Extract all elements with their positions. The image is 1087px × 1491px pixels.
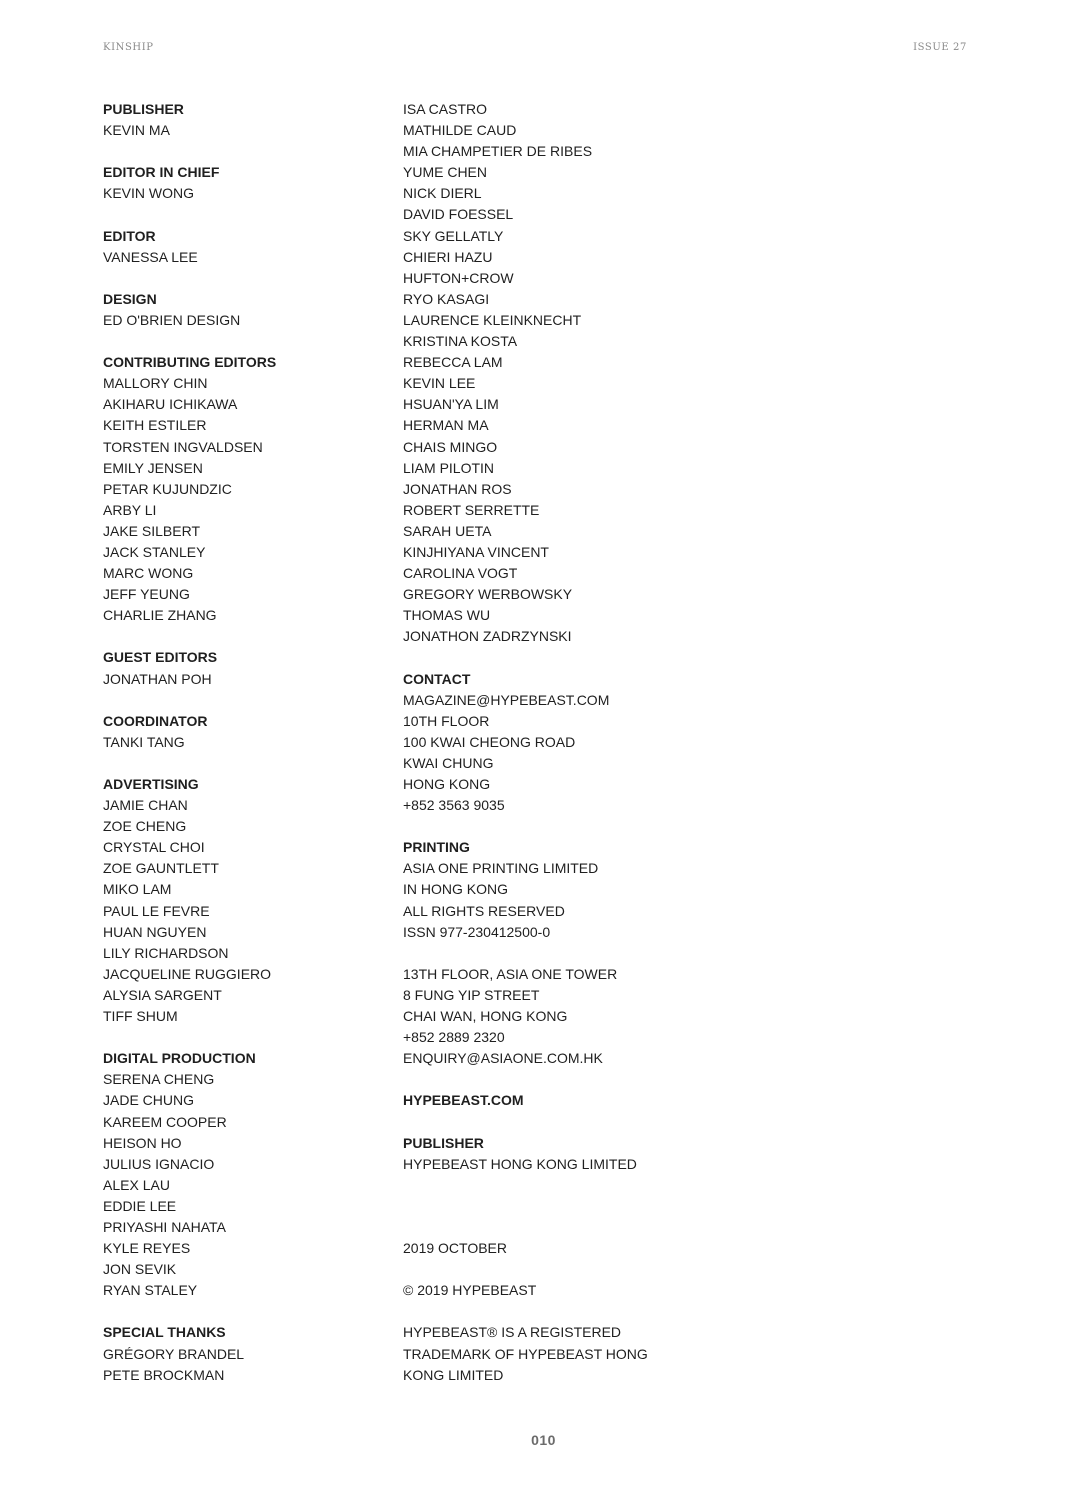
credit-name: PETAR KUJUNDZIC <box>103 480 232 497</box>
credit-name: NICK DIERL <box>403 185 482 202</box>
section-heading: GUEST EDITORS <box>103 649 218 666</box>
contact-line: MAGAZINE@HYPEBEAST.COM <box>403 691 610 708</box>
printing-line: ASIA ONE PRINTING LIMITED <box>403 860 599 877</box>
section-heading: EDITOR <box>103 227 156 244</box>
vertical-spacer <box>403 1217 733 1238</box>
website-heading: HYPEBEAST.COM <box>403 1092 524 1109</box>
vertical-spacer <box>403 1196 733 1217</box>
issue-date: 2019 OCTOBER <box>403 1240 508 1257</box>
contact-line: HONG KONG <box>403 776 491 792</box>
credit-name: YUME CHEN <box>403 164 488 181</box>
page-number: 010 <box>531 1432 556 1448</box>
publisher-section <box>403 1133 733 1175</box>
credit-section-editor <box>103 226 383 268</box>
section-heading: PUBLISHER <box>403 1134 484 1151</box>
credit-name: EMILY JENSEN <box>103 459 203 476</box>
credit-name: REBECCA LAM <box>403 354 503 371</box>
credit-name: TANKI TANG <box>103 733 185 750</box>
credit-name: LIAM PILOTIN <box>403 459 495 476</box>
credit-name: JON SEVIK <box>103 1261 177 1278</box>
section-heading: DIGITAL PRODUCTION <box>103 1050 256 1067</box>
credit-name: CHARLIE ZHANG <box>103 607 217 624</box>
contact-line: KWAI CHUNG <box>403 754 494 771</box>
website-section <box>403 1090 733 1111</box>
printer-address-line: 8 FUNG YIP STREET <box>403 986 540 1003</box>
credit-name: KYLE REYES <box>103 1240 191 1257</box>
printer-address-line: 13TH FLOOR, ASIA ONE TOWER <box>403 965 618 982</box>
credit-name: GREGORY WERBOWSKY <box>403 586 573 603</box>
printing-section <box>403 837 733 942</box>
credit-name: MARC WONG <box>103 565 194 582</box>
section-heading: PRINTING <box>403 839 470 856</box>
credit-name: HUAN NGUYEN <box>103 923 207 940</box>
credit-name: AKIHARU ICHIKAWA <box>103 396 238 413</box>
credit-name: MIKO LAM <box>103 881 172 898</box>
printing-line: ISSN 977-230412500-0 <box>403 923 551 940</box>
credit-section-digital-production <box>103 1048 383 1301</box>
publisher-line: HYPEBEAST HONG KONG LIMITED <box>403 1155 637 1172</box>
section-heading: CONTRIBUTING EDITORS <box>103 354 277 371</box>
trademark-line: TRADEMARK OF HYPEBEAST HONG <box>403 1345 648 1362</box>
credit-section-special-thanks <box>103 1322 383 1385</box>
credit-section-advertising <box>103 774 383 1027</box>
credit-name: ALYSIA SARGENT <box>103 986 222 1003</box>
credit-name: KAREEM COOPER <box>103 1113 227 1130</box>
credit-name: HUFTON+CROW <box>403 269 514 286</box>
credit-name: ZOE GAUNTLETT <box>103 860 219 877</box>
credit-name: HSUAN'YA LIM <box>403 396 499 413</box>
credit-section-editor-in-chief <box>103 162 383 204</box>
credit-name: KEITH ESTILER <box>103 417 207 434</box>
contact-line: +852 3563 9035 <box>403 797 505 814</box>
trademark-section <box>403 1322 733 1385</box>
credit-name: SARAH UETA <box>403 522 492 539</box>
credit-name: KEVIN MA <box>103 122 170 139</box>
printing-line: ALL RIGHTS RESERVED <box>403 902 565 919</box>
credit-section-publisher <box>103 99 383 141</box>
credit-name: EDDIE LEE <box>103 1197 177 1214</box>
credit-name: CHAIS MINGO <box>403 438 498 455</box>
credit-name: ALEX LAU <box>103 1176 170 1193</box>
credit-name: TORSTEN INGVALDSEN <box>103 438 263 455</box>
section-heading: COORDINATOR <box>103 712 208 729</box>
section-heading: CONTACT <box>403 670 471 687</box>
printer-address-line: CHAI WAN, HONG KONG <box>403 1008 568 1025</box>
credit-name: HEISON HO <box>103 1134 182 1151</box>
printing-line: IN HONG KONG <box>403 881 509 898</box>
credit-name: GRÉGORY BRANDEL <box>103 1345 245 1362</box>
credit-name: HERMAN MA <box>403 417 489 434</box>
credit-name: CHIERI HAZU <box>403 248 493 265</box>
masthead-left-column <box>103 99 383 1407</box>
credit-section-special-thanks-continued <box>403 99 733 647</box>
credit-name: MIA CHAMPETIER DE RIBES <box>403 143 593 160</box>
issue-date-section <box>403 1238 733 1259</box>
credit-name: ED O'BRIEN DESIGN <box>103 311 241 328</box>
credit-name: JACQUELINE RUGGIERO <box>103 965 272 982</box>
credit-section-contributing-editors <box>103 352 383 626</box>
printer-address-section <box>403 964 733 1069</box>
running-head-issue-number: ISSUE 27 <box>913 42 967 53</box>
credit-name: ZOE CHENG <box>103 818 187 835</box>
credit-name: JACK STANLEY <box>103 543 206 560</box>
credit-name: RYO KASAGI <box>403 290 490 307</box>
contact-section <box>403 669 733 817</box>
credit-name: PAUL LE FEVRE <box>103 902 210 919</box>
section-heading: EDITOR IN CHIEF <box>103 164 220 181</box>
section-heading: ADVERTISING <box>103 776 199 792</box>
printer-address-line: ENQUIRY@ASIAONE.COM.HK <box>403 1050 603 1067</box>
credit-name: JULIUS IGNACIO <box>103 1155 215 1172</box>
credit-name: CAROLINA VOGT <box>403 565 518 582</box>
printer-address-line: +852 2889 2320 <box>403 1029 505 1046</box>
credit-name: DAVID FOESSEL <box>403 206 514 223</box>
credit-name: TIFF SHUM <box>103 1008 178 1025</box>
credit-name: JAKE SILBERT <box>103 522 201 539</box>
credit-name: ROBERT SERRETTE <box>403 501 540 518</box>
section-heading: PUBLISHER <box>103 101 184 117</box>
credit-section-design <box>103 289 383 331</box>
running-head-magazine-title: KINSHIP <box>103 42 154 53</box>
credit-name: JONATHAN POH <box>103 670 212 687</box>
credit-name: MALLORY CHIN <box>103 375 208 392</box>
copyright-section <box>403 1280 733 1301</box>
credit-name: JADE CHUNG <box>103 1092 195 1109</box>
credit-name: ISA CASTRO <box>403 101 488 117</box>
credit-name: KEVIN LEE <box>403 375 476 392</box>
credit-name: JEFF YEUNG <box>103 586 190 603</box>
credit-name: KEVIN WONG <box>103 185 195 202</box>
copyright-notice: © 2019 HYPEBEAST <box>403 1282 537 1299</box>
credit-name: LAURENCE KLEINKNECHT <box>403 311 582 328</box>
credit-section-guest-editors <box>103 647 383 689</box>
credit-name: SKY GELLATLY <box>403 227 504 244</box>
credit-name: MATHILDE CAUD <box>403 122 517 139</box>
section-heading: SPECIAL THANKS <box>103 1324 226 1341</box>
credit-name: PRIYASHI NAHATA <box>103 1218 226 1235</box>
section-heading: DESIGN <box>103 290 157 307</box>
credit-name: ARBY LI <box>103 501 157 518</box>
contact-line: 100 KWAI CHEONG ROAD <box>403 733 576 750</box>
credit-name: CRYSTAL CHOI <box>103 839 205 856</box>
masthead-right-column <box>403 99 733 1407</box>
credit-name: JAMIE CHAN <box>103 797 188 814</box>
credit-section-coordinator <box>103 711 383 753</box>
credit-name: JONATHAN ROS <box>403 480 512 497</box>
contact-line: 10TH FLOOR <box>403 712 490 729</box>
credit-name: KRISTINA KOSTA <box>403 333 518 350</box>
credit-name: RYAN STALEY <box>103 1282 198 1299</box>
credit-name: THOMAS WU <box>403 607 491 624</box>
credit-name: SERENA CHENG <box>103 1071 215 1088</box>
credit-name: LILY RICHARDSON <box>103 944 229 961</box>
credit-name: VANESSA LEE <box>103 248 198 265</box>
credit-name: PETE BROCKMAN <box>103 1366 225 1383</box>
credit-name: JONATHON ZADRZYNSKI <box>403 628 572 645</box>
trademark-line: KONG LIMITED <box>403 1366 504 1383</box>
credit-name: KINJHIYANA VINCENT <box>403 543 549 560</box>
trademark-line: HYPEBEAST® IS A REGISTERED <box>403 1324 622 1341</box>
